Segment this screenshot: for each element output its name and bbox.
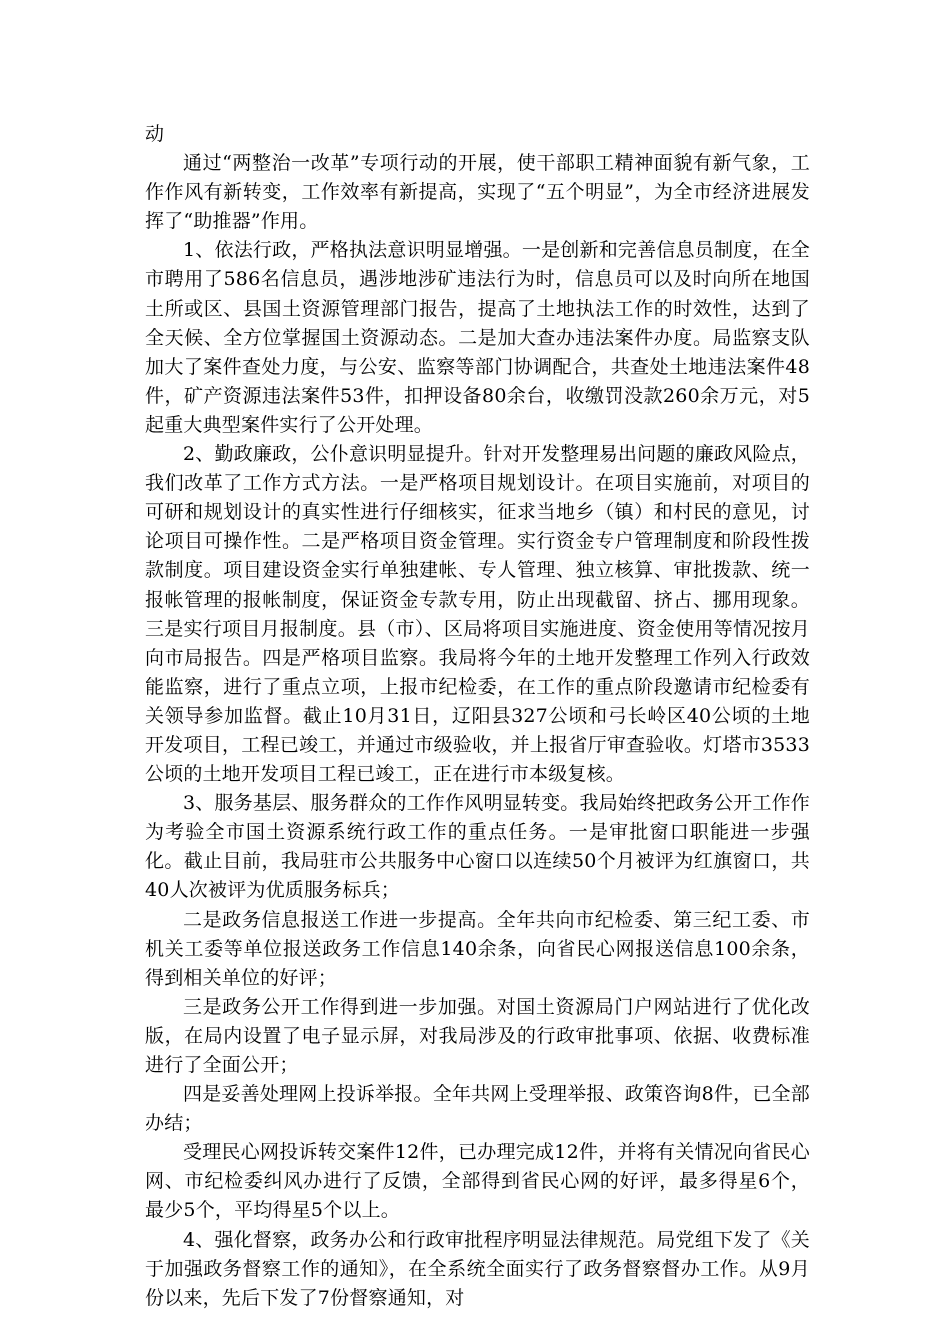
- paragraph-5: 二是政务信息报送工作进一步提高。全年共向市纪检委、第三纪工委、市机关工委等单位报送政务工作信息140余条，向省民心网报送信息100余条，得到相关单位的好评；: [145, 908, 810, 989]
- paragraph-6: 三是政务公开工作得到进一步加强。对国土资源局门户网站进行了优化改版，在局内设置了电子显示屏，对我局涉及的行政审批事项、依据、收费标准进行了全面公开；: [145, 995, 810, 1076]
- paragraph-0: 动: [145, 123, 165, 145]
- paragraph-8: 受理民心网投诉转交案件12件，已办理完成12件，并将有关情况向省民心网、市纪检委纠风办进行了反馈，全部得到省民心网的好评，最多得星6个，最少5个，平均得星5个以上。: [145, 1141, 810, 1222]
- paragraph-4: 3、服务基层、服务群众的工作作风明显转变。我局始终把政务公开工作作为考验全市国土资源系统行政工作的重点任务。一是审批窗口职能进一步强化。截止目前，我局驻市公共服务中心窗口以连续50个月被评为红旗窗口，共40人次被评为优质服务标兵；: [145, 792, 810, 902]
- paragraph-1: 通过“两整治一改革”专项行动的开展，使干部职工精神面貌有新气象，工作作风有新转变，工作效率有新提高，实现了“五个明显”，为全市经济进展发挥了“助推器”作用。: [145, 152, 810, 233]
- paragraph-9: 4、强化督察，政务办公和行政审批程序明显法律规范。局党组下发了《关于加强政务督察工作的通知》，在全系统全面实行了政务督察督办工作。从9月份以来，先后下发了7份督察通知，对: [145, 1228, 810, 1309]
- paragraph-2: 1、依法行政，严格执法意识明显增强。一是创新和完善信息员制度，在全市聘用了586名信息员，遇涉地涉矿违法行为时，信息员可以及时向所在地国土所或区、县国土资源管理部门报告，提高了土地执法工作的时效性，达到了全天候、全方位掌握国土资源动态。二是加大查办违法案件办度。局监察支队加大了案件查处力度，与公安、监察等部门协调配合，共查处土地违法案件48件，矿产资源违法案件53件，扣押设备80余台，收缴罚没款260余万元，对5起重大典型案件实行了公开处理。: [145, 239, 810, 436]
- paragraph-3: 2、勤政廉政，公仆意识明显提升。针对开发整理易出问题的廉政风险点，我们改革了工作方式方法。一是严格项目规划设计。在项目实施前，对项目的可研和规划设计的真实性进行仔细核实，征求当地乡（镇）和村民的意见，讨论项目可操作性。二是严格项目资金管理。实行资金专户管理制度和阶段性拨款制度。项目建设资金实行单独建帐、专人管理、独立核算、审批拨款、统一报帐管理的报帐制度，保证资金专款专用，防止出现截留、挤占、挪用现象。三是实行项目月报制度。县（市）、区局将项目实施进度、资金使用等情况按月向市局报告。四是严格项目监察。我局将今年的土地开发整理工作列入行政效能监察，进行了重点立项，上报市纪检委，在工作的重点阶段邀请市纪检委有关领导参加监督。截止10月31日，辽阳县327公顷和弓长岭区40公顷的土地开发项目，工程已竣工，并通过市级验收，并上报省厅审查验收。灯塔市3533公顷的土地开发项目工程已竣工，正在进行市本级复核。: [145, 443, 810, 786]
- paragraph-7: 四是妥善处理网上投诉举报。全年共网上受理举报、政策咨询8件，已全部办结；: [145, 1083, 810, 1135]
- document-body: [145, 120, 810, 1313]
